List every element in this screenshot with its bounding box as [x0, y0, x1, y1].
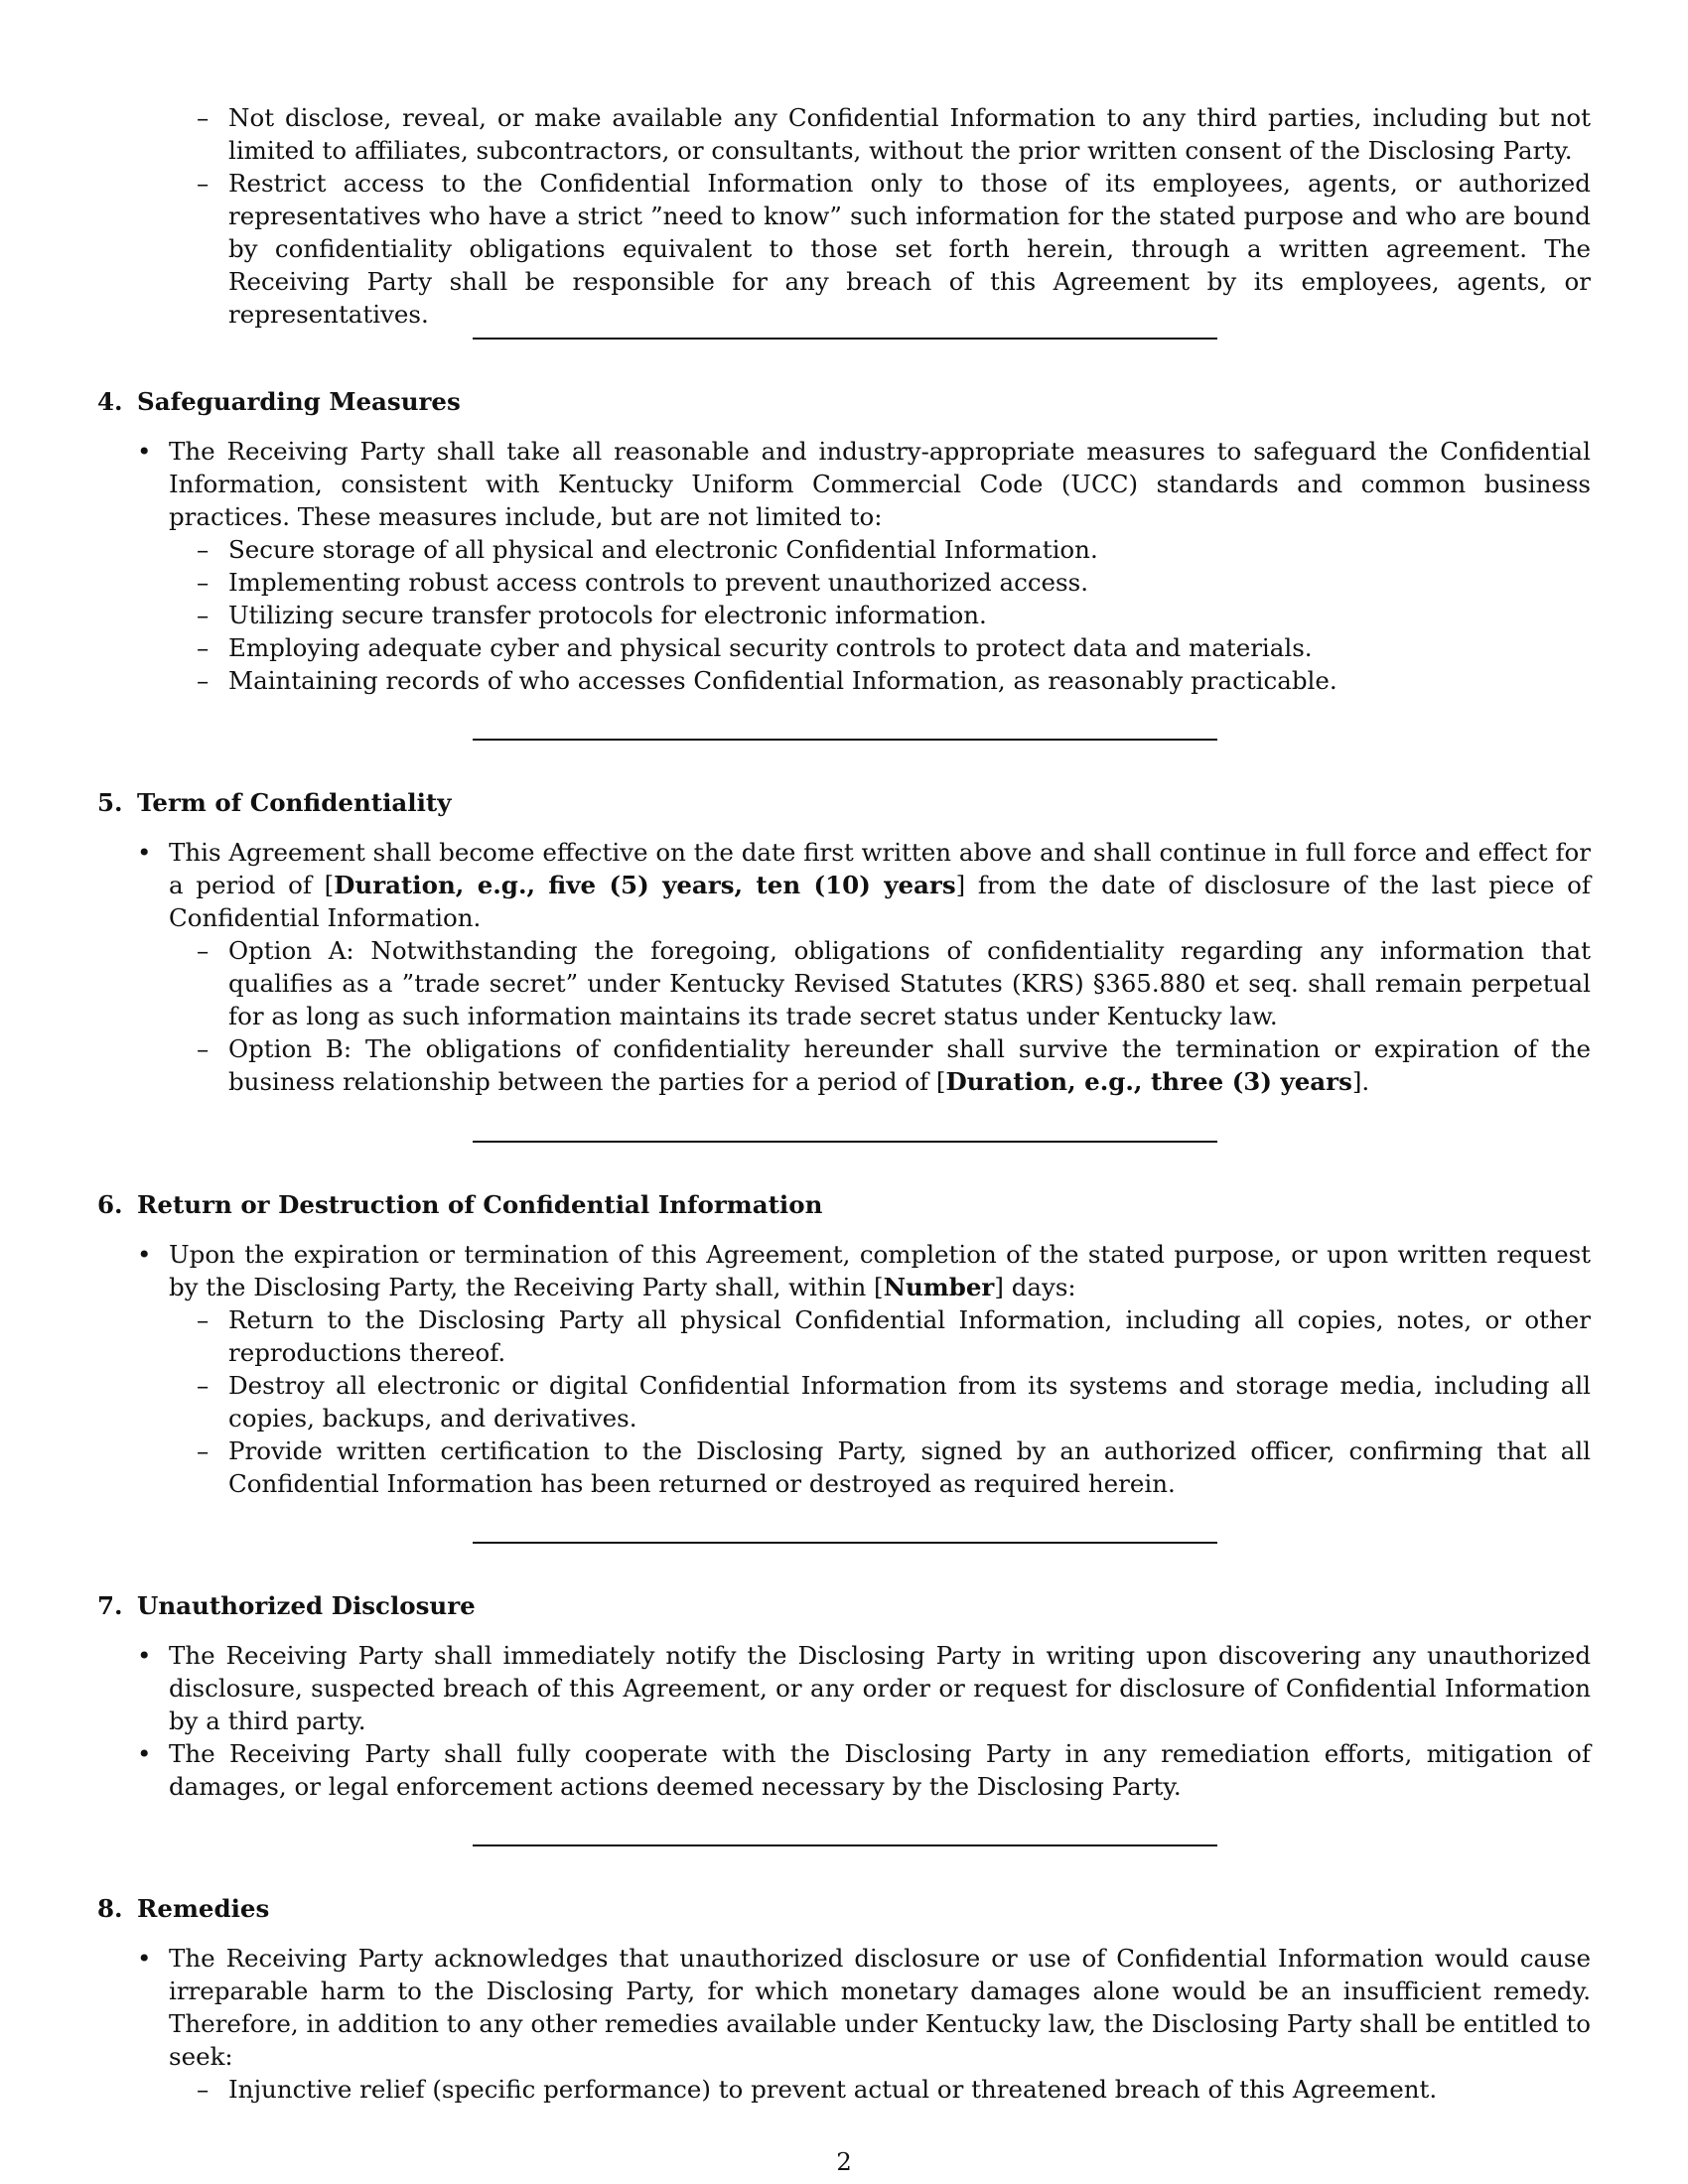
list-item-text: Return to the Disclosing Party all physical Confidential Information, including all copies, notes, or other reproductions thereof. [228, 1305, 1591, 1367]
section-title: Unauthorized Disclosure [137, 1591, 476, 1620]
list-item [197, 101, 1591, 167]
list-item-text: Maintaining records of who accesses Confidential Information, as reasonably practicable. [228, 666, 1337, 695]
bullet-marker: • [137, 838, 152, 867]
list-item [197, 664, 1591, 697]
section-title: Term of Confidentiality [137, 788, 452, 817]
dash-marker: – [197, 1305, 210, 1334]
list-item-text: Injunctive relief (specific performance) to prevent actual or threatened breach of this Agreement. [228, 2075, 1438, 2104]
list-item-text: Destroy all electronic or digital Confidential Information from its systems and storage media, including all copies, backups, and derivatives. [228, 1371, 1591, 1433]
list-item [197, 566, 1591, 599]
dash-marker: – [197, 633, 210, 662]
placeholder-duration: Duration, e.g., five (5) years, ten (10) years [334, 871, 956, 899]
dash-marker: – [197, 666, 210, 695]
list-item [197, 533, 1591, 566]
list-item [197, 167, 1591, 331]
list-item-text: Employing adequate cyber and physical security controls to protect data and materials. [228, 633, 1313, 662]
bullet-marker: • [137, 1641, 152, 1670]
sub-list [197, 1303, 1591, 1500]
section-divider [473, 1844, 1217, 1846]
list-item-text: Option B: The obligations of confidentiality hereunder shall survive the termination or expiration of the business relationship between the parties for a period of [ [228, 1034, 1591, 1096]
list-item-text: Provide written certification to the Disclosing Party, signed by an authorized officer, confirming that all Confidential Information has been returned or destroyed as required herein. [228, 1436, 1591, 1498]
bullet-item [97, 836, 1591, 1098]
dash-marker: – [197, 568, 210, 597]
dash-marker: – [197, 936, 210, 965]
bullet-item [97, 1238, 1591, 1500]
section-divider [473, 338, 1217, 340]
placeholder-number: Number [883, 1273, 995, 1301]
bullet-item [97, 1737, 1591, 1803]
dash-marker: – [197, 103, 210, 132]
section-number: 6. [97, 1190, 123, 1219]
list-item [197, 1369, 1591, 1434]
placeholder-duration: Duration, e.g., three (3) years [945, 1067, 1352, 1096]
section-heading [97, 1589, 1591, 1622]
bullet-item [97, 435, 1591, 697]
list-item-text: Implementing robust access controls to prevent unauthorized access. [228, 568, 1088, 597]
list-item-text: Option A: Notwithstanding the foregoing, obligations of confidentiality regarding any information that qualifies as a ”trade secret” under Kentucky Revised Statutes (KRS) §365.880 et seq. shall remain perpetual for as long as such information maintains its trade secret status under Kentucky law. [228, 936, 1591, 1030]
section-5 [97, 786, 1591, 1098]
list-item-text: Not disclose, reveal, or make available any Confidential Information to any third parties, including but not limited to affiliates, subcontractors, or consultants, without the prior written consent of the Disclosing Party. [228, 103, 1591, 165]
section-8 [97, 1892, 1591, 2106]
bullet-marker: • [137, 1739, 152, 1768]
list-item [197, 934, 1591, 1032]
dash-marker: – [197, 2075, 210, 2104]
list-item [197, 1434, 1591, 1500]
list-item [197, 631, 1591, 664]
list-item [197, 2073, 1591, 2106]
section-7 [97, 1589, 1591, 1803]
list-item-text: Utilizing secure transfer protocols for electronic information. [228, 601, 987, 629]
list-item-text: ]. [1351, 1067, 1370, 1096]
bullet-text: The Receiving Party acknowledges that unauthorized disclosure or use of Confidential Information would cause irreparable harm to the Disclosing Party, for which monetary damages alone would be an insufficient remedy. Therefore, in addition to any other remedies available under Kentucky law, the Disclosing Party shall be entitled to seek: [169, 1944, 1591, 2071]
section-title: Safeguarding Measures [137, 387, 461, 416]
list-item-text: Restrict access to the Confidential Information only to those of its employees, agents, or authorized representatives who have a strict ”need to know” such information for the stated purpose and who are bound by confidentiality obligations equivalent to those set forth herein, through a written agreement. The Receiving Party shall be responsible for any breach of this Agreement by its employees, agents, or representatives. [228, 169, 1591, 329]
page-number: 2 [836, 2147, 852, 2176]
dash-marker: – [197, 601, 210, 629]
sub-list [197, 2073, 1591, 2106]
dash-marker: – [197, 535, 210, 564]
section-number: 5. [97, 788, 123, 817]
list-item-text: Secure storage of all physical and electronic Confidential Information. [228, 535, 1098, 564]
bullet-marker: • [137, 1944, 152, 1973]
sub-list [197, 934, 1591, 1098]
dash-marker: – [197, 1436, 210, 1465]
section-heading [97, 1188, 1591, 1221]
dash-marker: – [197, 1371, 210, 1400]
section-heading [97, 385, 1591, 418]
dash-marker: – [197, 1034, 210, 1063]
bullet-marker: • [137, 437, 152, 466]
section-title: Remedies [137, 1894, 270, 1923]
sub-list [197, 533, 1591, 697]
section-divider [473, 739, 1217, 741]
list-item [197, 1032, 1591, 1098]
bullet-item [97, 1942, 1591, 2106]
bullet-text: The Receiving Party shall immediately notify the Disclosing Party in writing upon discovering any unauthorized disclosure, suspected breach of this Agreement, or any order or request for disclosure of Confidential Information by a third party. [169, 1641, 1591, 1735]
bullet-text: ] from the date of disclosure of the last piece of Confidential Information. [169, 871, 1591, 932]
list-item [197, 599, 1591, 631]
list-item [197, 1303, 1591, 1369]
dash-marker: – [197, 169, 210, 198]
bullet-text: Upon the expiration or termination of this Agreement, completion of the stated purpose, or upon written request by the Disclosing Party, the Receiving Party shall, within [ [169, 1240, 1591, 1301]
section-divider [473, 1542, 1217, 1544]
section-divider [473, 1141, 1217, 1143]
bullet-text: The Receiving Party shall take all reasonable and industry-appropriate measures to safeguard the Confidential Information, consistent with Kentucky Uniform Commercial Code (UCC) standards and common business practices. These measures include, but are not limited to: [169, 437, 1591, 531]
bullet-text: ] days: [994, 1273, 1076, 1301]
section-heading [97, 1892, 1591, 1925]
section-4 [97, 385, 1591, 697]
section-number: 8. [97, 1894, 123, 1923]
intro-list [197, 101, 1591, 331]
section-number: 4. [97, 387, 123, 416]
bullet-text: This Agreement shall become effective on the date first written above and shall continue in full force and effect for a period of [ [169, 838, 1591, 899]
bullet-item [97, 1639, 1591, 1737]
bullet-marker: • [137, 1240, 152, 1269]
section-heading [97, 786, 1591, 819]
section-number: 7. [97, 1591, 123, 1620]
bullet-text: The Receiving Party shall fully cooperate with the Disclosing Party in any remediation efforts, mitigation of damages, or legal enforcement actions deemed necessary by the Disclosing Party. [169, 1739, 1591, 1801]
section-title: Return or Destruction of Confidential Information [137, 1190, 823, 1219]
section-6 [97, 1188, 1591, 1500]
